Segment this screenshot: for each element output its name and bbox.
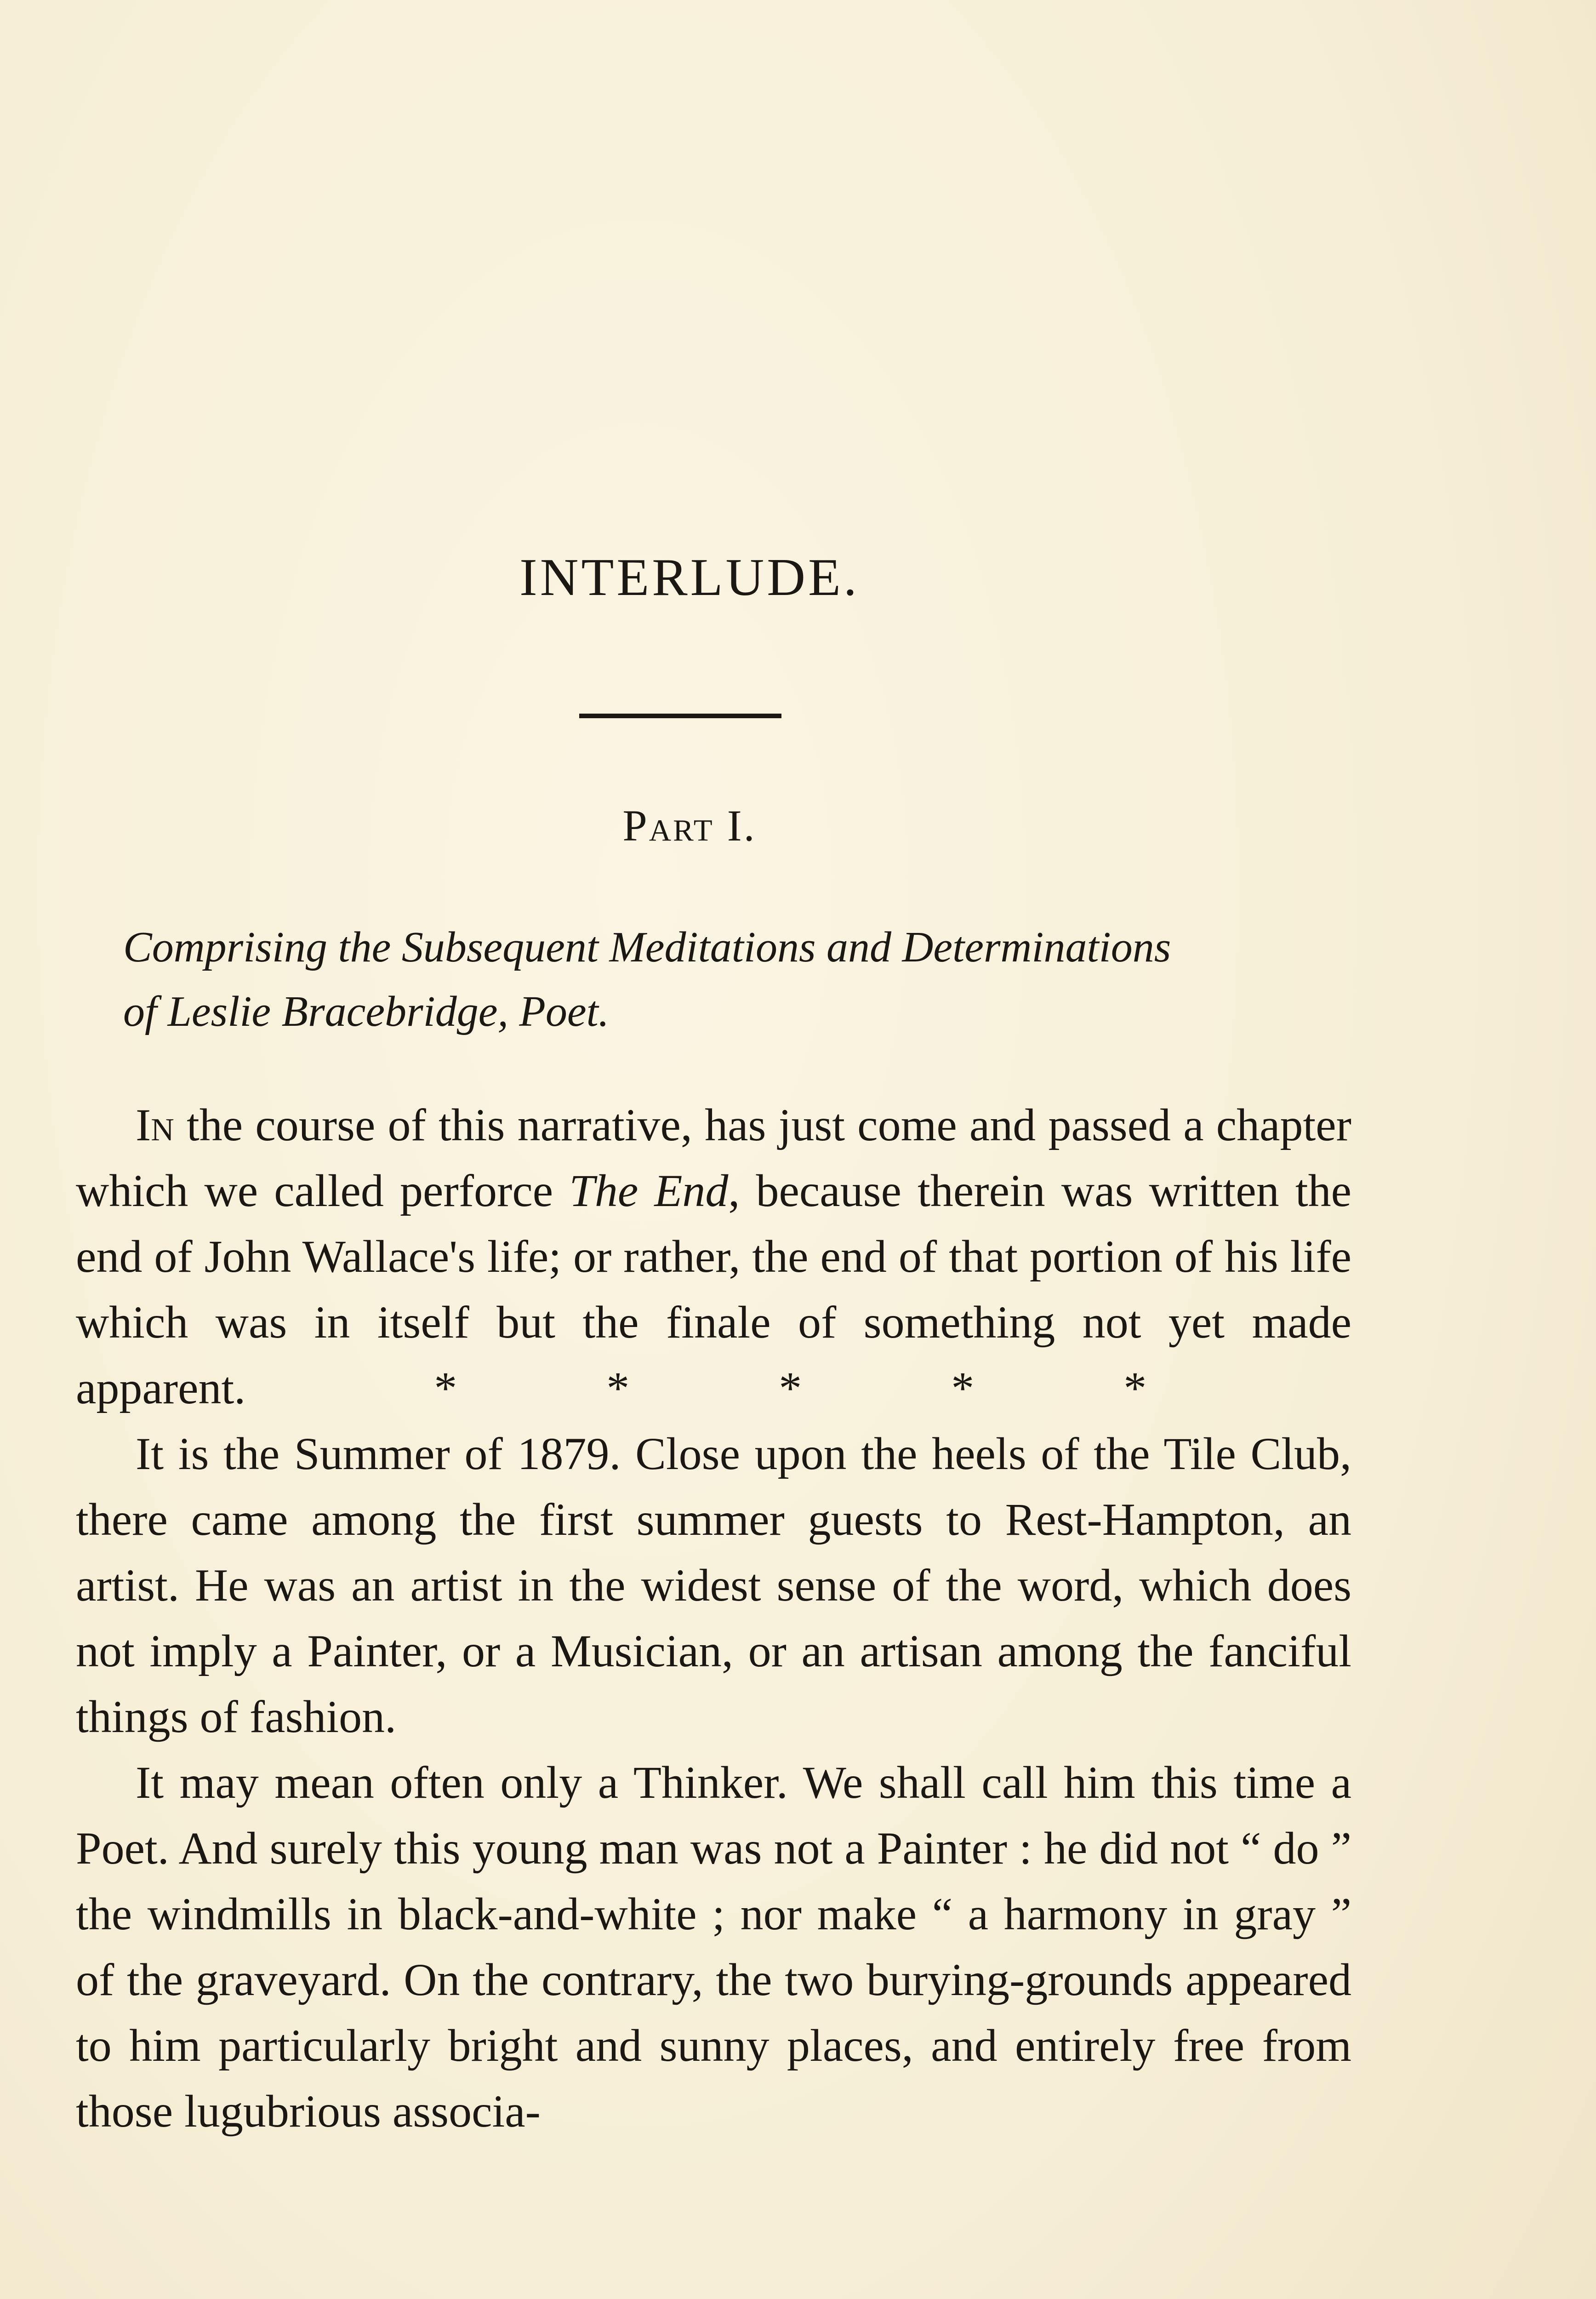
paragraph-2: It is the Summer of 1879. Close upon the heels of the Tile Club, there came among the first summer guests to Rest-Hampton, an artist. He was an artist in the widest sense of the word, which does not imply a Painter, or a Musician, or an artisan among the fanciful things of fashion. bbox=[76, 1428, 1351, 1742]
subtitle-line-2: of Leslie Bracebridge, Poet. bbox=[123, 988, 610, 1035]
paragraph-1-text-b: , because therein was written the end of John Wallace's life; or rather, the end of that portion of his life which was in itself but the finale of something not yet made apparent. bbox=[76, 1165, 1352, 1413]
chapter-subtitle bbox=[123, 915, 1355, 1044]
paragraph-1-italic: The End bbox=[569, 1165, 729, 1216]
title-rule bbox=[579, 714, 781, 718]
chapter-title: INTERLUDE. bbox=[519, 548, 860, 607]
part-label: Part I. bbox=[622, 801, 757, 850]
paragraph-1-lead: In bbox=[136, 1099, 174, 1150]
paragraph-1 bbox=[76, 1092, 1351, 1421]
paragraph-3: It may mean often only a Thinker. We shall call him this time a Poet. And surely this young man was not a Painter : he did not “ do ” the windmills in black-and-white ; nor make “ a harmony in gray ” of the graveyard. On the contrary, the two burying-grounds appeared to him particularly bright and sunny places, and entirely free from those lugubrious associa- bbox=[76, 1757, 1351, 2137]
subtitle-line-1: Comprising the Subsequent Meditations and Determinations bbox=[123, 923, 1171, 971]
section-break-stars: * * * * * bbox=[434, 1362, 1147, 1413]
body-text bbox=[76, 1092, 1351, 2144]
paragraph-1-text-a: the course of this narrative, has just come and passed a chapter which we called perforce bbox=[76, 1099, 1351, 1216]
part-heading bbox=[0, 800, 1379, 851]
